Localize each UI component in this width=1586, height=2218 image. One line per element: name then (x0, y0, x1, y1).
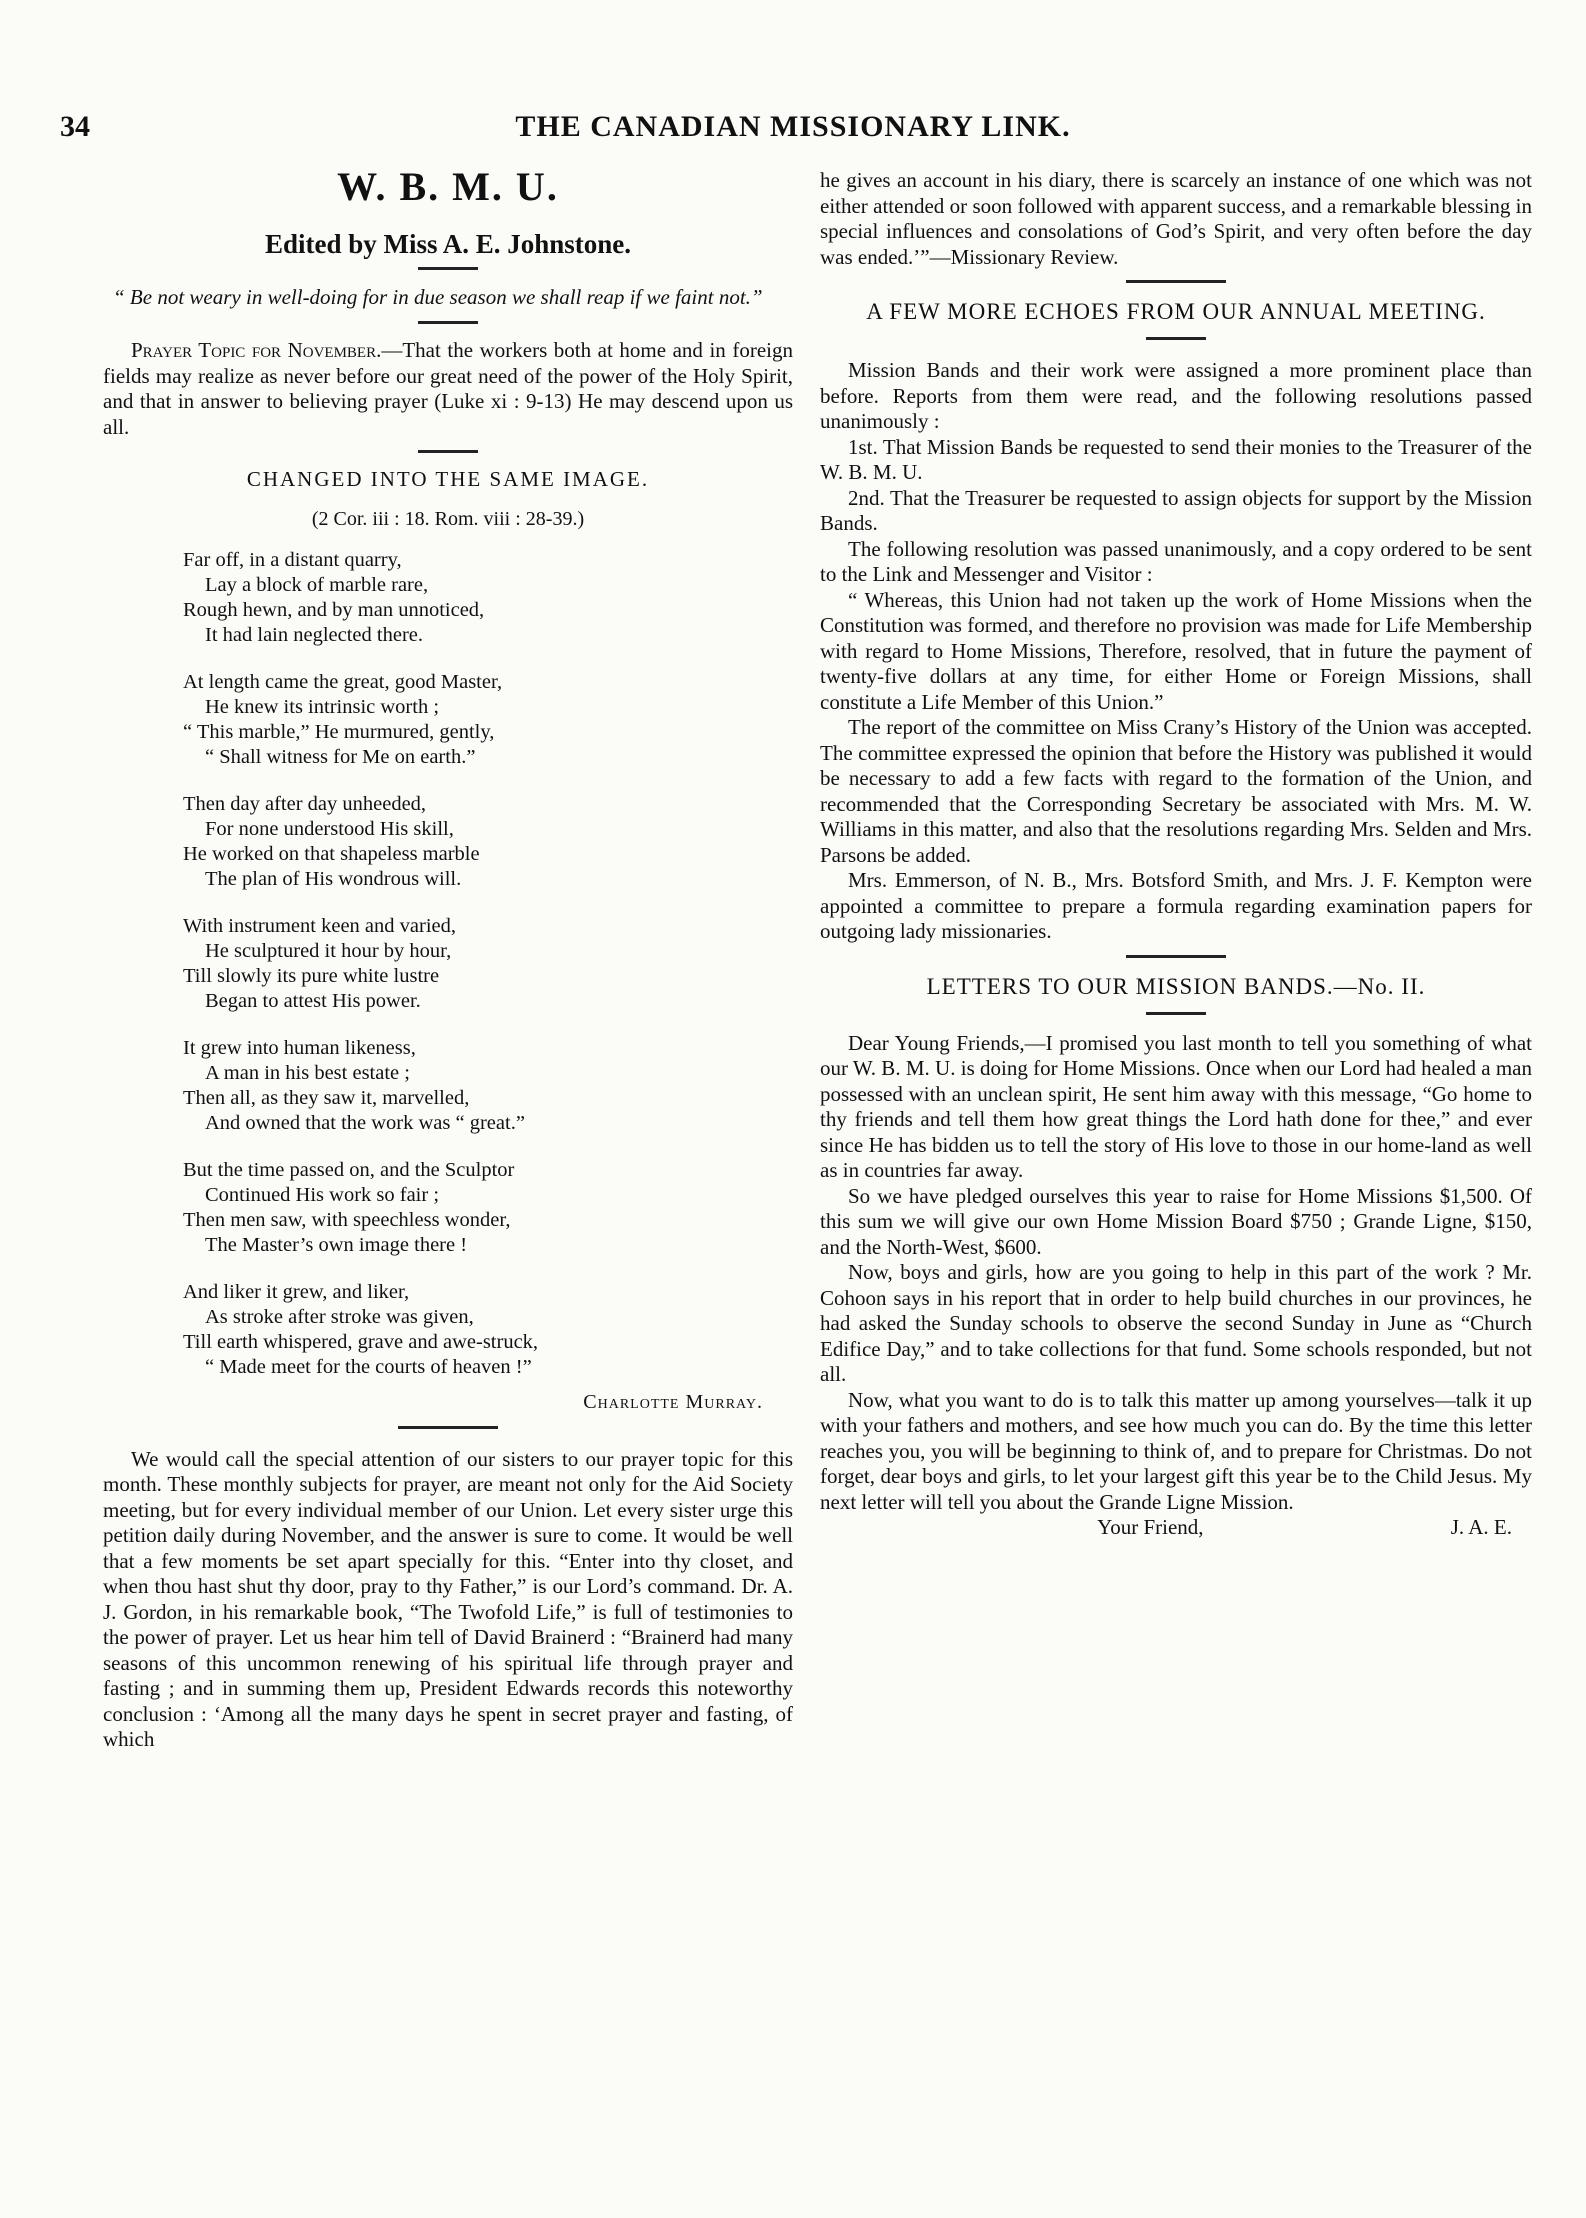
prayer-topic-text: —That the workers both at home and in foreign fields may realize as never before our great need of the power of the Holy Spirit, and that in answer to believing prayer (Luke xi : 9-13) He may descend upon us all. (103, 338, 793, 439)
poem-line: Rough hewn, and by man unnoticed, (183, 599, 485, 621)
echoes-section (820, 358, 1532, 945)
left-column (103, 164, 793, 1753)
poem-reference: (2 Cor. iii : 18. Rom. viii : 28-39.) (311, 507, 585, 530)
poem-line: Then day after day unheeded, (183, 793, 427, 815)
poem-line: Then all, as they saw it, marvelled, (183, 1087, 470, 1109)
right-column (820, 168, 1532, 1541)
poem-line: For none understood His skill, (205, 818, 454, 840)
poem-line: A man in his best estate ; (205, 1062, 410, 1084)
poem-stanza (183, 792, 793, 892)
divider (418, 321, 478, 324)
poem-line: He sculptured it hour by hour, (205, 940, 452, 962)
poem-line: “ This marble,” He murmured, gently, (183, 721, 495, 743)
prayer-paragraph: We would call the special attention of our sisters to our prayer topic for this month. These monthly subjects for prayer, are meant not only for the Aid Society meeting, but for every individual member of our Union. Let every sister urge this petition daily during November, and the answer is sure to come. It would be well that a few moments be set apart specially for this. “Enter into thy closet, and when thou hast shut thy door, pray to thy Father,” is our Lord’s command. Dr. A. J. Gordon, in his remarkable book, “The Twofold Life,” is full of testimonies to the power of prayer. Let us hear him tell of David Brainerd : “Brainerd had many seasons of this uncommon renewing of his spiritual life through prayer and fasting ; and in summing them up, President Edwards records this noteworthy conclusion : ‘Among all the many days he spent in secret prayer and fasting, of which (103, 1446, 793, 1751)
poem-title: CHANGED INTO THE SAME IMAGE. (246, 467, 650, 491)
poem-line: Till slowly its pure white lustre (183, 965, 440, 987)
editor-line: Edited by Miss A. E. Johnstone. (264, 228, 632, 259)
poem-line: “ Shall witness for Me on earth.” (205, 746, 476, 768)
letter-closing (820, 1515, 1532, 1541)
divider (418, 450, 478, 453)
closing-initials: J. A. E. (1450, 1515, 1512, 1539)
poem-line: It grew into human likeness, (183, 1037, 416, 1059)
poem-stanza (183, 1280, 793, 1380)
poem-line: Till earth whispered, grave and awe-struck, (183, 1331, 539, 1353)
poem-line: He knew its intrinsic worth ; (205, 696, 440, 718)
echoes-paragraph: Mission Bands and their work were assigned a more prominent place than before. Reports from them were read, and the following resolutions passed unanimously : (820, 358, 1532, 433)
echoes-paragraph: The report of the committee on Miss Crany’s History of the Union was accepted. The committee expressed the opinion that before the History was published it would be necessary to add a few facts with regard to the formation of the Union, and recommended that the Corresponding Secretary be associated with Mrs. M. W. Williams in this matter, and also that the resolutions regarding Mrs. Selden and Mrs. Parsons be added. (820, 715, 1532, 867)
poem-line: At length came the great, good Master, (183, 671, 503, 693)
motto: “ Be not weary in well-doing for in due season we shall reap if we faint not.” (113, 285, 763, 309)
letter-paragraph: So we have pledged ourselves this year to raise for Home Missions $1,500. Of this sum we will give our own Home Mission Board $750 ; Grande Ligne, $150, and the North-West, $600. (820, 1183, 1532, 1259)
divider (398, 1426, 498, 1429)
divider (1126, 280, 1226, 283)
closing-words: Your Friend, (1097, 1515, 1204, 1539)
poem-line: Lay a block of marble rare, (205, 574, 429, 596)
letter-paragraph: Now, boys and girls, how are you going to help in this part of the work ? Mr. Cohoon says in his report that in order to help build churches in our provinces, he had asked the Sunday schools to observe the second Sunday in June as “Church Edifice Day,” and to take collections for that fund. Some schools responded, but not all. (820, 1260, 1532, 1386)
poem-line: And liker it grew, and liker, (183, 1281, 410, 1303)
echoes-heading: A FEW MORE ECHOES FROM OUR ANNUAL MEETING. (866, 299, 1486, 324)
divider (1146, 1012, 1206, 1015)
echoes-paragraph: Mrs. Emmerson, of N. B., Mrs. Botsford Smith, and Mrs. J. F. Kempton were appointed a committee to prepare a formula regarding examination papers for outgoing lady missionaries. (820, 868, 1532, 943)
prayer-topic-label: Prayer Topic for November. (131, 338, 382, 362)
continued-paragraph: he gives an account in his diary, there is scarcely an instance of one which was not either attended or soon followed with apparent success, and a remarkable blessing in special influences and consolations of God’s Spirit, and very often before the day was ended.’”—Missionary Review. (820, 168, 1532, 269)
divider (418, 267, 478, 270)
poem-line: “ Made meet for the courts of heaven !” (205, 1356, 532, 1378)
prayer-topic (103, 338, 793, 440)
echoes-paragraph: 1st. That Mission Bands be requested to send their monies to the Treasurer of the W. B. M. U. (820, 434, 1532, 484)
echoes-paragraph: The following resolution was passed unanimously, and a copy ordered to be sent to the Link and Messenger and Visitor : (820, 536, 1532, 586)
page-number: 34 (60, 110, 90, 143)
poem-stanza (183, 670, 793, 770)
poem-line: With instrument keen and varied, (183, 915, 456, 937)
poem-stanza (183, 1158, 793, 1258)
letter-paragraph: Dear Young Friends,—I promised you last month to tell you something of what our W. B. M. U. is doing for Home Missions. Once when our Lord had healed a man possessed with an unclean spirit, He sent him away with this message, “Go home to thy friends and tell them how great things the Lord hath done for thee,” and ever since He has bidden us to tell the story of His love to those in our home-land as well as in countries far away. (820, 1030, 1532, 1182)
echoes-paragraph: 2nd. That the Treasurer be requested to assign objects for support by the Mission Bands. (820, 485, 1532, 535)
poem-line: And owned that the work was “ great.” (205, 1112, 525, 1134)
poem-line: Far off, in a distant quarry, (183, 549, 402, 571)
running-head (60, 110, 1526, 150)
poem-line: But the time passed on, and the Sculptor (183, 1159, 515, 1181)
poem-author: Charlotte Murray. (583, 1391, 763, 1413)
poem-line: It had lain neglected there. (205, 624, 423, 646)
poem-line: Then men saw, with speechless wonder, (183, 1209, 511, 1231)
section-title: W. B. M. U. (337, 164, 559, 209)
poem-line: The plan of His wondrous will. (205, 868, 462, 890)
letters-section (820, 1031, 1532, 1516)
poem-stanza (183, 914, 793, 1014)
letters-heading: LETTERS TO OUR MISSION BANDS.—No. II. (926, 973, 1426, 999)
poem-line: Began to attest His power. (205, 990, 421, 1012)
poem-line: He worked on that shapeless marble (183, 843, 480, 865)
echoes-paragraph: “ Whereas, this Union had not taken up the work of Home Missions when the Constitution was formed, and therefore no provision was made for Life Membership with regard to Home Missions, Therefore, resolved, that in future the payment of twenty-five dollars at any time, for either Home or Foreign Missions, shall constitute a Life Member of this Union.” (820, 587, 1532, 714)
poem-line: As stroke after stroke was given, (205, 1306, 474, 1328)
poem (103, 548, 793, 1380)
journal-title: THE CANADIAN MISSIONARY LINK. (515, 110, 1071, 143)
divider (1126, 955, 1226, 958)
poem-stanza (183, 548, 793, 648)
divider (1146, 337, 1206, 340)
letter-paragraph: Now, what you want to do is to talk this matter up among yourselves—talk it up with your fathers and mothers, and see how much you can do. By the time this letter reaches you, you will be beginning to think of, and to prepare for Christmas. Do not forget, dear boys and girls, to let your largest gift this year be to the Child Jesus. My next letter will tell you about the Grande Ligne Mission. (820, 1387, 1532, 1514)
poem-stanza (183, 1036, 793, 1136)
poem-line: The Master’s own image there ! (205, 1234, 468, 1256)
poem-line: Continued His work so fair ; (205, 1184, 440, 1206)
